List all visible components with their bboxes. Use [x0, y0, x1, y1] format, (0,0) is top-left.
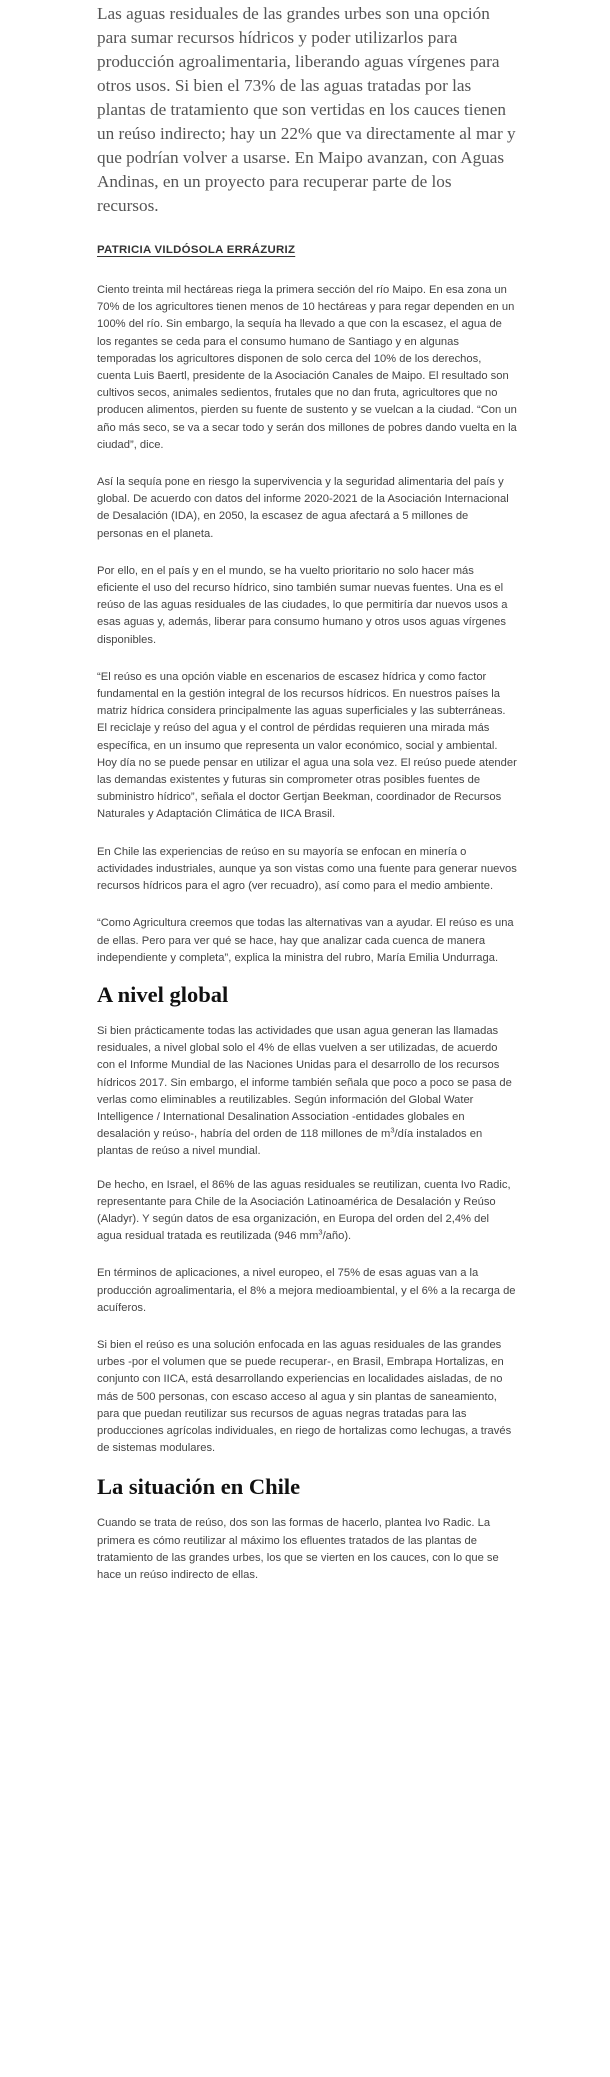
global-paragraph-3: En términos de aplicaciones, a nivel europeo, el 75% de esas aguas van a la producción agroalimentaria, el 8% a mejora medioambiental, y el 6% a la recarga de acuíferos.	[97, 1267, 516, 1314]
article-lead: Las aguas residuales de las grandes urbes son una opción para sumar recursos hídricos y poder utilizarlos para producción agroalimentaria, liberando aguas vírgenes para otros usos. Si bien el 73% de las aguas tratadas por las plantas de tratamiento que son vertidas en los cauces tienen un reúso indirecto; hay un 22% que va directamente al mar y que podrían volver a usarse. En Maipo avanzan, con Aguas Andinas, en un proyecto para recuperar parte de los recursos.	[97, 4, 516, 215]
cubic-superscript: 3	[318, 1227, 323, 1237]
global-paragraph-1	[97, 1023, 517, 1161]
body-paragraph-4-quote: “El reúso es una opción viable en escenarios de escasez hídrica y como factor fundamental en la gestión integral de los recursos hídricos. En nuestros países la matriz hídrica considera principalmente las aguas superficiales y las subterráneas. El reciclaje y reúso del agua y el control de pérdidas requieren una mirada más específica, en un insumo que representa un valor económico, social y ambiental. Hoy día no se puede pensar en utilizar el agua una sola vez. El reúso puede atender las demandas existentes y futuras sin comprometer otras posibles fuentes de subministro hídrico”, señala el doctor Gertjan Beekman, coordinador de Recursos Naturales y Adaptación Climática de IICA Brasil.	[97, 670, 517, 821]
body-paragraph-3: Por ello, en el país y en el mundo, se ha vuelto prioritario no solo hacer más eficiente el uso del recurso hídrico, sino también sumar nuevas fuentes. Una es el reúso de las aguas residuales de las ciudades, lo que permitiría dar nuevos usos a esas aguas y, además, liberar para consumo humano y otros usos aguas vírgenes disponibles.	[97, 564, 508, 646]
body-paragraph-5: En Chile las experiencias de reúso en su mayoría se enfocan en minería o actividades industriales, aunque ya son vistas como una fuente para generar nuevos recursos hídricos para el agro (ver recuadro), así como para el medio ambiente.	[97, 845, 517, 893]
global-paragraph-4: Si bien el reúso es una solución enfocada en las aguas residuales de las grandes urbes -por el volumen que se puede recuperar-, en Brasil, Embrapa Hortalizas, en conjunto con IICA, está desarrollando experiencias en localidades aisladas, de no más de 500 personas, con escaso acceso al agua y sin plantas de saneamiento, para que puedan reutilizar sus recursos de aguas negras tratadas para las producciones agrícolas individuales, en riego de hortalizas como lechugas, a través de sistemas modulares.	[97, 1338, 512, 1455]
author-byline-link[interactable]: PATRICIA VILDÓSOLA ERRÁZURIZ	[97, 244, 296, 256]
global-paragraph-2	[97, 1177, 517, 1246]
cubic-superscript: 3	[390, 1125, 395, 1135]
body-paragraph-2: Así la sequía pone en riesgo la supervivencia y la seguridad alimentaria del país y global. De acuerdo con datos del informe 2020-2021 de la Asociación Internacional de Desalación (IDA), en 2050, la escasez de agua afectará a 5 millones de personas en el planeta.	[97, 476, 509, 540]
section-heading-chile: La situación en Chile	[97, 1474, 301, 1500]
section-heading-global: A nivel global	[97, 981, 229, 1007]
chile-paragraph-1: Cuando se trata de reúso, dos son las formas de hacerlo, plantea Ivo Radic. La primera es cómo reutilizar al máximo los efluentes tratados de las plantas de tratamiento de las grandes urbes, los que se vierten en los cauces, con lo que se hace un reúso indirecto de ellas.	[97, 1517, 499, 1581]
global-paragraph-2-text-end: /año).	[322, 1230, 352, 1243]
global-paragraph-1-text: Si bien prácticamente todas las actividades que usan agua generan las llamadas residuales, a nivel global solo el 4% de ellas vuelven a ser utilizadas, de acuerdo con el Informe Mundial de las Naciones Unidas para el desarrollo de los recursos hídricos 2017. Sin embargo, el informe también señala que poco a poco se pasa de verlas como eliminables a reutilizables. Según información del Global Water Intelligence / International Desalination Association -entidades globales en desalación y reúso-, habría del orden de 118 millones de m	[97, 1024, 512, 1141]
article	[97, 0, 517, 1584]
global-paragraph-1-text-end: /día instalados en plantas de reúso a nivel mundial.	[97, 1128, 483, 1158]
body-paragraph-6-quote: “Como Agricultura creemos que todas las alternativas van a ayudar. El reúso es una de ellas. Pero para ver qué se hace, hay que analizar cada cuenca de manera independiente y completa”, explica la ministra del rubro, María Emilia Undurraga.	[97, 917, 514, 964]
body-paragraph-1: Ciento treinta mil hectáreas riega la primera sección del río Maipo. En esa zona un 70% de los agricultores tienen menos de 10 hectáreas y para regar dependen en un 100% del río. Sin embargo, la sequía ha llevado a que con la escasez, el agua de los regantes se ceda para el consumo humano de Santiago y en algunas temporadas los agricultores disponen de solo cerca del 10% de los derechos, cuenta Luis Baertl, presidente de la Asociación Canales de Maipo. El resultado son cultivos secos, animales sedientos, frutales que no dan fruta, agricultores que no producen alimentos, pierden su fuente de sustento y se vuelcan a la ciudad. “Con un año más seco, se va a secar todo y serán dos millones de pobres dando vuelta en la ciudad”, dice.	[97, 284, 517, 451]
global-paragraph-2-text: De hecho, en Israel, el 86% de las aguas residuales se reutilizan, cuenta Ivo Radic, representante para Chile de la Asociación Latinoamérica de Desalación y Reúso (Aladyr). Y según datos de esa organización, en Europa del orden del 2,4% del agua residual tratada es reutilizada (946 mm	[97, 1178, 511, 1243]
